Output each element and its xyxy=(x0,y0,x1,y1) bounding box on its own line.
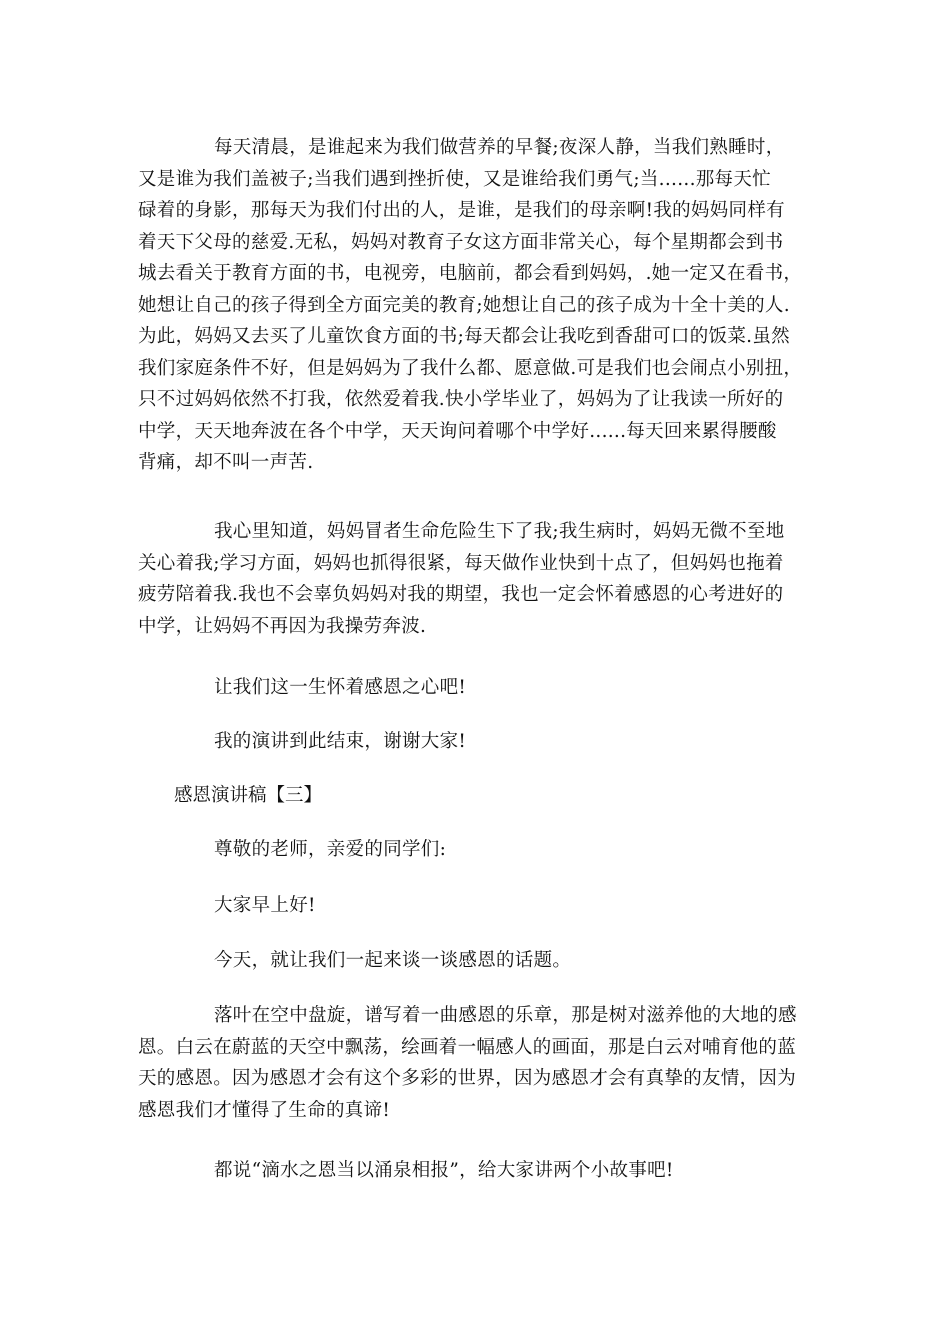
text-line: 我心里知道，妈妈冒者生命危险生下了我;我生病时，妈妈无微不至地 xyxy=(214,521,785,542)
text-line: 都说“滴水之恩当以涌泉相报”，给大家讲两个小故事吧! xyxy=(214,1160,674,1181)
text-line: 天的感恩。因为感恩才会有这个多彩的世界，因为感恩才会有真挚的友情，因为 xyxy=(138,1068,797,1089)
text-line: 疲劳陪着我.我也不会辜负妈妈对我的期望，我也一定会怀着感恩的心考进好的 xyxy=(138,584,784,605)
text-line: 中学，天天地奔波在各个中学，天天询问着哪个中学好......每天回来累得腰酸 xyxy=(138,420,777,442)
paragraph-closing xyxy=(138,726,810,758)
text-line: 关心着我;学习方面，妈妈也抓得很紧，每天做作业快到十点了，但妈妈也拖着 xyxy=(138,552,784,574)
text-line: 只不过妈妈依然不打我，依然爱着我.快小学毕业了，妈妈为了让我读一所好的 xyxy=(138,389,784,410)
text-line: 碌着的身影，那每天为我们付出的人，是谁，是我们的母亲啊!我的妈妈同样有 xyxy=(138,200,785,221)
text-line: 中学，让妈妈不再因为我操劳奔波. xyxy=(138,615,427,637)
text-line: 我们家庭条件不好，但是妈妈为了我什么都、愿意做.可是我们也会闹点小别扭， xyxy=(138,357,803,379)
text-line: 又是谁为我们盖被子;当我们遇到挫折使，又是谁给我们勇气;当......那每天忙 xyxy=(138,168,771,190)
paragraph-salutation xyxy=(138,834,810,866)
text-line: 落叶在空中盘旋，谱写着一曲感恩的乐章，那是树对滋养他的大地的感 xyxy=(214,1005,797,1026)
text-line: 感恩我们才懂得了生命的真谛! xyxy=(138,1099,391,1121)
text-line: 背痛，却不叫一声苦. xyxy=(138,452,314,473)
paragraph-stories-intro xyxy=(138,1155,810,1187)
paragraph-greeting xyxy=(138,890,810,922)
section-heading: 感恩演讲稿【三】 xyxy=(174,785,323,806)
paragraph-gratitude-call xyxy=(138,672,810,704)
text-line: 每天清晨，是谁起来为我们做营养的早餐;夜深人静，当我们熟睡时， xyxy=(214,137,785,158)
text-line: 今天，就让我们一起来谈一谈感恩的话题。 xyxy=(214,950,572,971)
paragraph-topic xyxy=(138,945,810,977)
text-line: 着天下父母的慈爱.无私，妈妈对教育子女这方面非常关心，每个星期都会到书 xyxy=(138,231,784,253)
text-line: 恩。白云在蔚蓝的天空中飘荡，绘画着一幅感人的画面，那是白云对哺育他的蓝 xyxy=(138,1036,797,1058)
text-line: 为此，妈妈又去买了儿童饮食方面的书;每天都会让我吃到香甜可口的饭菜.虽然 xyxy=(138,326,790,347)
text-line: 她想让自己的孩子得到全方面完美的教育;她想让自己的孩子成为十全十美的人. xyxy=(138,294,790,316)
text-line: 城去看关于教育方面的书，电视旁，电脑前，都会看到妈妈，.她一定又在看书， xyxy=(138,263,803,284)
text-line: 让我们这一生怀着感恩之心吧! xyxy=(214,677,467,698)
paragraph-mother-morning xyxy=(138,132,810,479)
text-line: 大家早上好! xyxy=(214,895,316,916)
paragraph-mother-care xyxy=(138,516,810,642)
text-line: 尊敬的老师，亲爱的同学们: xyxy=(214,839,447,860)
text-line: 我的演讲到此结束，谢谢大家! xyxy=(214,731,467,752)
paragraph-leaves-clouds xyxy=(138,1000,810,1126)
